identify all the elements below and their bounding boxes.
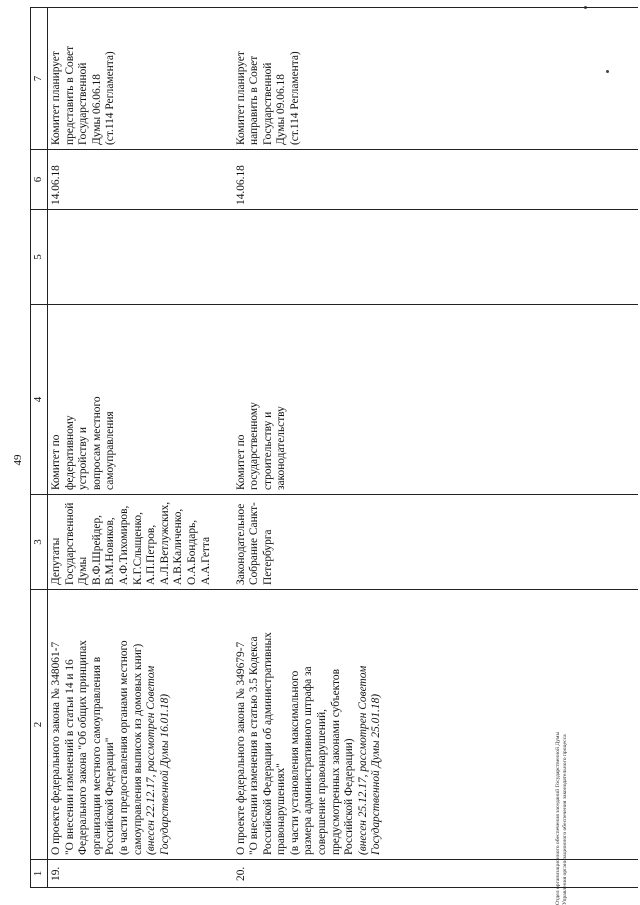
bill-authors xyxy=(48,495,233,590)
bills-table xyxy=(30,7,638,888)
bill-description xyxy=(233,590,638,860)
author-line: А.В.Каличенко, xyxy=(172,508,185,585)
note-line: (ст.114 Регламента) xyxy=(104,51,117,145)
header-col-7: 7 xyxy=(31,8,48,150)
row-number: 19. xyxy=(48,860,233,888)
bill-line: совершение правонарушений, xyxy=(316,709,329,855)
col-5-cell xyxy=(48,210,233,305)
bill-status-line: (внесен 22.12.17, рассмотрен Советом xyxy=(145,665,158,855)
bill-status-line: Государственной Думы 25.01.18) xyxy=(370,693,383,855)
committee-line: устройству и xyxy=(77,426,90,490)
author-line: А.П.Петров, xyxy=(145,524,158,585)
footer-line: Отдел организационного обеспечения заседаний Государственной Думы xyxy=(555,731,561,905)
bill-status-line: (внесен 25.12.17, рассмотрен Советом xyxy=(356,665,369,855)
author-line: Законодательное xyxy=(234,503,247,585)
committee-line: строительству и xyxy=(261,411,274,490)
author-line: Петербурга xyxy=(261,529,274,585)
note-line: Комитет планирует xyxy=(50,51,62,145)
note-line: Думы 09.06.18 xyxy=(275,74,288,145)
header-col-2: 2 xyxy=(31,590,48,860)
deadline-date: 14.06.18 xyxy=(233,150,638,210)
bill-line: О проекте федерального закона № 349679-7 xyxy=(234,641,247,855)
footer-department xyxy=(555,605,569,905)
bill-description xyxy=(48,590,233,860)
author-line: К.Г.Слыщенко, xyxy=(131,512,144,585)
responsible-committee xyxy=(48,305,233,495)
author-line: В.М.Новиков, xyxy=(104,517,117,585)
bill-line: (в части установления максимального xyxy=(288,670,301,855)
bill-line: правонарушениях" xyxy=(275,763,288,855)
author-line: А.А.Гетта xyxy=(199,536,212,585)
note-line: Комитет планирует xyxy=(234,51,247,145)
note-line: Государственной xyxy=(77,62,90,145)
col-5-cell xyxy=(233,210,638,305)
header-col-5: 5 xyxy=(31,210,48,305)
bill-line: предусмотренных законами субъектов xyxy=(329,669,342,855)
header-col-4: 4 xyxy=(31,305,48,495)
bill-line: Федерального закона "Об общих принципах xyxy=(77,640,90,855)
author-line: Собрание Санкт- xyxy=(248,502,261,585)
author-line: А.Л.Ветлужских, xyxy=(158,501,171,585)
page-number: 49 xyxy=(12,454,24,466)
header-col-3: 3 xyxy=(31,495,48,590)
bill-line: (в части предоставления органами местного xyxy=(117,640,130,855)
author-line: А.Ф.Тихомиров, xyxy=(117,505,130,585)
note-line: Государственной xyxy=(261,62,274,145)
bill-status-line: Государственной Думы 16.01.18) xyxy=(158,693,171,855)
committee-line: вопросам местного xyxy=(90,396,103,490)
bill-line: самоуправления выписок из домовых книг) xyxy=(131,643,144,855)
note-cell xyxy=(48,8,233,150)
bill-line: "О внесении изменения в статью 3.5 Кодекса xyxy=(248,636,261,855)
bill-line: организации местного самоуправления в xyxy=(90,656,103,855)
note-line: (ст.114 Регламента) xyxy=(288,51,301,145)
bill-line: Российской Федерации об административных xyxy=(261,632,274,855)
footer-line: Управления организационного обеспечения законодательного процесса xyxy=(562,734,568,905)
note-line: Думы 06.06.18 xyxy=(90,74,103,145)
note-line: направить в Совет xyxy=(248,55,261,145)
row-number: 20. xyxy=(233,860,638,888)
header-col-6: 6 xyxy=(31,150,48,210)
bill-line: Российской Федерации) xyxy=(343,738,356,855)
header-col-1: 1 xyxy=(31,860,48,888)
committee-line: Комитет по xyxy=(50,434,62,490)
bill-line: "О внесении изменений в статьи 14 и 16 xyxy=(63,659,76,855)
committee-line: самоуправления xyxy=(104,411,117,490)
committee-line: законодательству xyxy=(275,406,288,490)
author-line: В.Ф.Шрейдер, xyxy=(90,514,103,585)
committee-line: федеративному xyxy=(63,415,76,490)
bill-line: Российской Федерации" xyxy=(104,737,117,855)
note-cell xyxy=(233,8,638,150)
committee-line: Комитет по xyxy=(234,434,247,490)
author-line: О.А.Бондарь, xyxy=(185,519,198,585)
committee-line: государственному xyxy=(248,402,261,490)
bill-authors xyxy=(233,495,638,590)
author-line: Государственной xyxy=(63,502,76,585)
author-line: Думы xyxy=(77,556,90,585)
deadline-date: 14.06.18 xyxy=(48,150,233,210)
table-header-row xyxy=(31,8,48,888)
bill-line: О проекте федерального закона № 348061-7 xyxy=(50,641,62,855)
responsible-committee xyxy=(233,305,638,495)
bill-line: размера административного штрафа за xyxy=(302,666,315,855)
table-row xyxy=(233,8,638,888)
table-row xyxy=(48,8,233,888)
author-line: Депутаты xyxy=(50,537,62,585)
rotated-table-container xyxy=(30,8,640,888)
note-line: представить в Совет xyxy=(63,45,76,145)
